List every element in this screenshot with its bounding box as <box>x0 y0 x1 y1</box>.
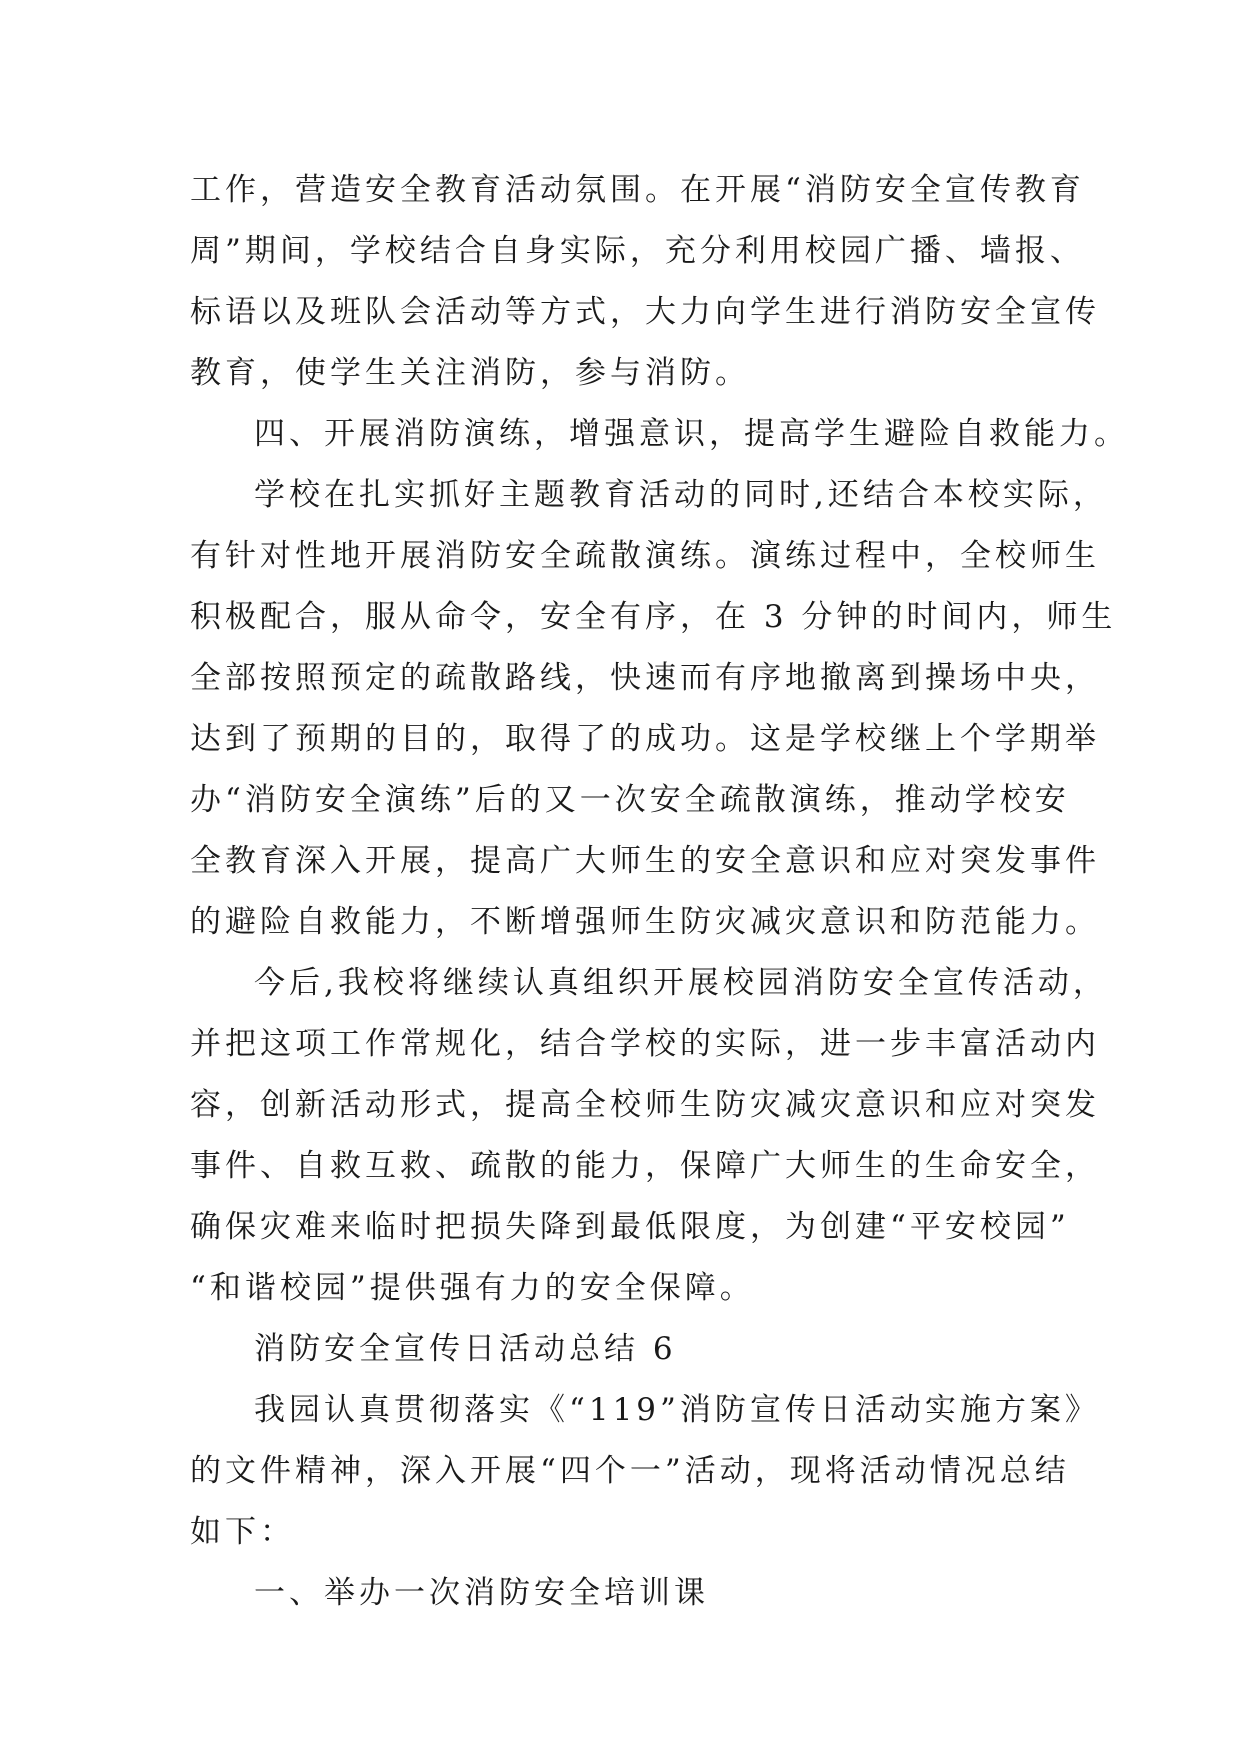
text-line: 并把这项工作常规化，结合学校的实际，进一步丰富活动内 <box>190 1026 1100 1062</box>
text-line: 全部按照预定的疏散路线，快速而有序地撤离到操场中央， <box>190 660 1100 696</box>
text-line: 容，创新活动形式，提高全校师生防灾减灾意识和应对突发 <box>190 1087 1100 1123</box>
text-line: 标语以及班队会活动等方式，大力向学生进行消防安全宣传 <box>190 294 1100 330</box>
text-line: 教育，使学生关注消防，参与消防。 <box>190 355 750 391</box>
text-line: “和谐校园”提供强有力的安全保障。 <box>190 1270 755 1306</box>
text-line: 确保灾难来临时把损失降到最低限度，为创建“平安校园” <box>190 1209 1070 1245</box>
text-line: 我园认真贯彻落实《“119”消防宣传日活动实施方案》 <box>254 1392 1100 1428</box>
text-line: 达到了预期的目的，取得了的成功。这是学校继上个学期举 <box>190 721 1100 757</box>
section-heading: 一、举办一次消防安全培训课 <box>254 1575 709 1611</box>
text-line: 积极配合，服从命令，安全有序，在 3 分钟的时间内，师生 <box>190 599 1117 635</box>
text-line: 的文件精神，深入开展“四个一”活动，现将活动情况总结 <box>190 1453 1070 1489</box>
text-line: 有针对性地开展消防安全疏散演练。演练过程中，全校师生 <box>190 538 1100 574</box>
text-line: 学校在扎实抓好主题教育活动的同时,还结合本校实际， <box>254 477 1108 513</box>
text-line: 事件、自救互救、疏散的能力，保障广大师生的生命安全， <box>190 1148 1100 1184</box>
text-line: 全教育深入开展，提高广大师生的安全意识和应对突发事件 <box>190 843 1100 879</box>
section-heading: 四、开展消防演练，增强意识，提高学生避险自救能力。 <box>254 416 1129 452</box>
text-line: 办“消防安全演练”后的又一次安全疏散演练，推动学校安 <box>190 782 1070 818</box>
text-line: 的避险自救能力，不断增强师生防灾减灾意识和防范能力。 <box>190 904 1100 940</box>
body-text <box>190 160 1129 1624</box>
text-line: 周”期间，学校结合自身实际，充分利用校园广播、墙报、 <box>190 233 1085 269</box>
text-line: 今后,我校将继续认真组织开展校园消防安全宣传活动， <box>254 965 1108 1001</box>
section-title: 消防安全宣传日活动总结 6 <box>254 1331 677 1367</box>
text-line: 工作，营造安全教育活动氛围。在开展“消防安全宣传教育 <box>190 172 1085 208</box>
text-line: 如下： <box>190 1514 295 1550</box>
